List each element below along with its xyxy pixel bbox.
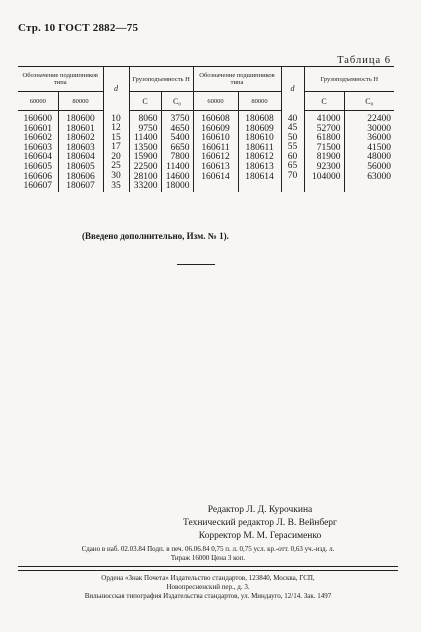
d-header-left: d — [103, 67, 129, 111]
load-header-left: Грузоподъемность Н — [129, 67, 193, 92]
corrector-line: Корректор М. М. Герасименко — [198, 531, 322, 541]
type-60000-header-left: 60000 — [18, 92, 58, 111]
amendment-note: (Введено дополнительно, Изм. № 1). — [82, 231, 229, 241]
left-type-60000-column: 160600 160601 160602 160603 160604 160605 160606 160607 — [23, 114, 52, 192]
c-header-left: С — [129, 92, 161, 111]
right-d-column: 40 45 50 55 60 65 70 — [281, 111, 304, 192]
printer-info — [18, 574, 398, 601]
editors-block — [140, 504, 380, 543]
publication-info — [18, 545, 398, 563]
section-divider — [177, 264, 215, 265]
publication-line-2: Тираж 16000 Цена 3 коп. — [170, 554, 246, 562]
footer-rule-bottom — [18, 570, 398, 571]
publication-line-1: Сдано в наб. 02.03.84 Подп. в печ. 06.06.84 0,75 п. л. 0,75 усл. кр.-отт. 0,63 уч.-изд. л. — [81, 545, 335, 553]
load-header-right: Грузоподъемность Н — [304, 67, 394, 92]
right-c-column: 41000 52700 61800 71500 81900 92300 104000 — [304, 111, 344, 192]
right-c0-column: 22400 30000 36000 41500 48000 56000 63000 — [344, 111, 394, 192]
c0-header-left: С₀ — [161, 92, 193, 111]
tech-editor-line: Технический редактор Л. В. Вейнберг — [183, 518, 337, 528]
right-type-60000-column: 160608 160609 160610 160611 160612 160613 160614 — [193, 111, 238, 192]
c-header-right: С — [304, 92, 344, 111]
printer-line-3: Вильнюсская типография Издательства стандартов, ул. Миндауго, 12/14. Зак. 1497 — [84, 592, 332, 600]
type-60000-header-right: 60000 — [193, 92, 238, 111]
printer-line-2: Новопресненский пер., д. 3. — [166, 583, 250, 591]
editor-line: Редактор Л. Д. Курочкина — [207, 505, 313, 515]
designation-header-right: Обозначение подшипников типа — [193, 67, 281, 92]
left-type-80000-column: 180600 180601 180602 180603 180604 180605 180606 180607 — [58, 111, 103, 192]
printer-line-1: Ордена «Знак Почета» Издательство стандартов, 123840, Москва, ГСП, — [101, 574, 315, 582]
table-caption: Таблица 6 — [337, 55, 391, 66]
right-type-80000-column: 180608 180609 180610 180611 180612 180613 180614 — [238, 111, 281, 192]
left-c0-column: 3750 4650 5400 6650 7800 11400 14600 18000 — [161, 111, 193, 192]
type-80000-header-left: 80000 — [58, 92, 103, 111]
type-80000-header-right: 80000 — [238, 92, 281, 111]
bearing-table — [18, 66, 394, 192]
footer-rule-top — [18, 566, 398, 567]
c0-header-right: С₀ — [344, 92, 394, 111]
designation-header-left: Обозначение подшипников типа — [18, 67, 103, 92]
left-d-column: 10 12 15 17 20 25 30 35 — [103, 111, 129, 192]
d-header-right: d — [281, 67, 304, 111]
left-c-column: 8060 9750 11400 13500 15900 22500 28100 33200 — [129, 111, 161, 192]
page-header: Стр. 10 ГОСТ 2882—75 — [18, 22, 139, 34]
